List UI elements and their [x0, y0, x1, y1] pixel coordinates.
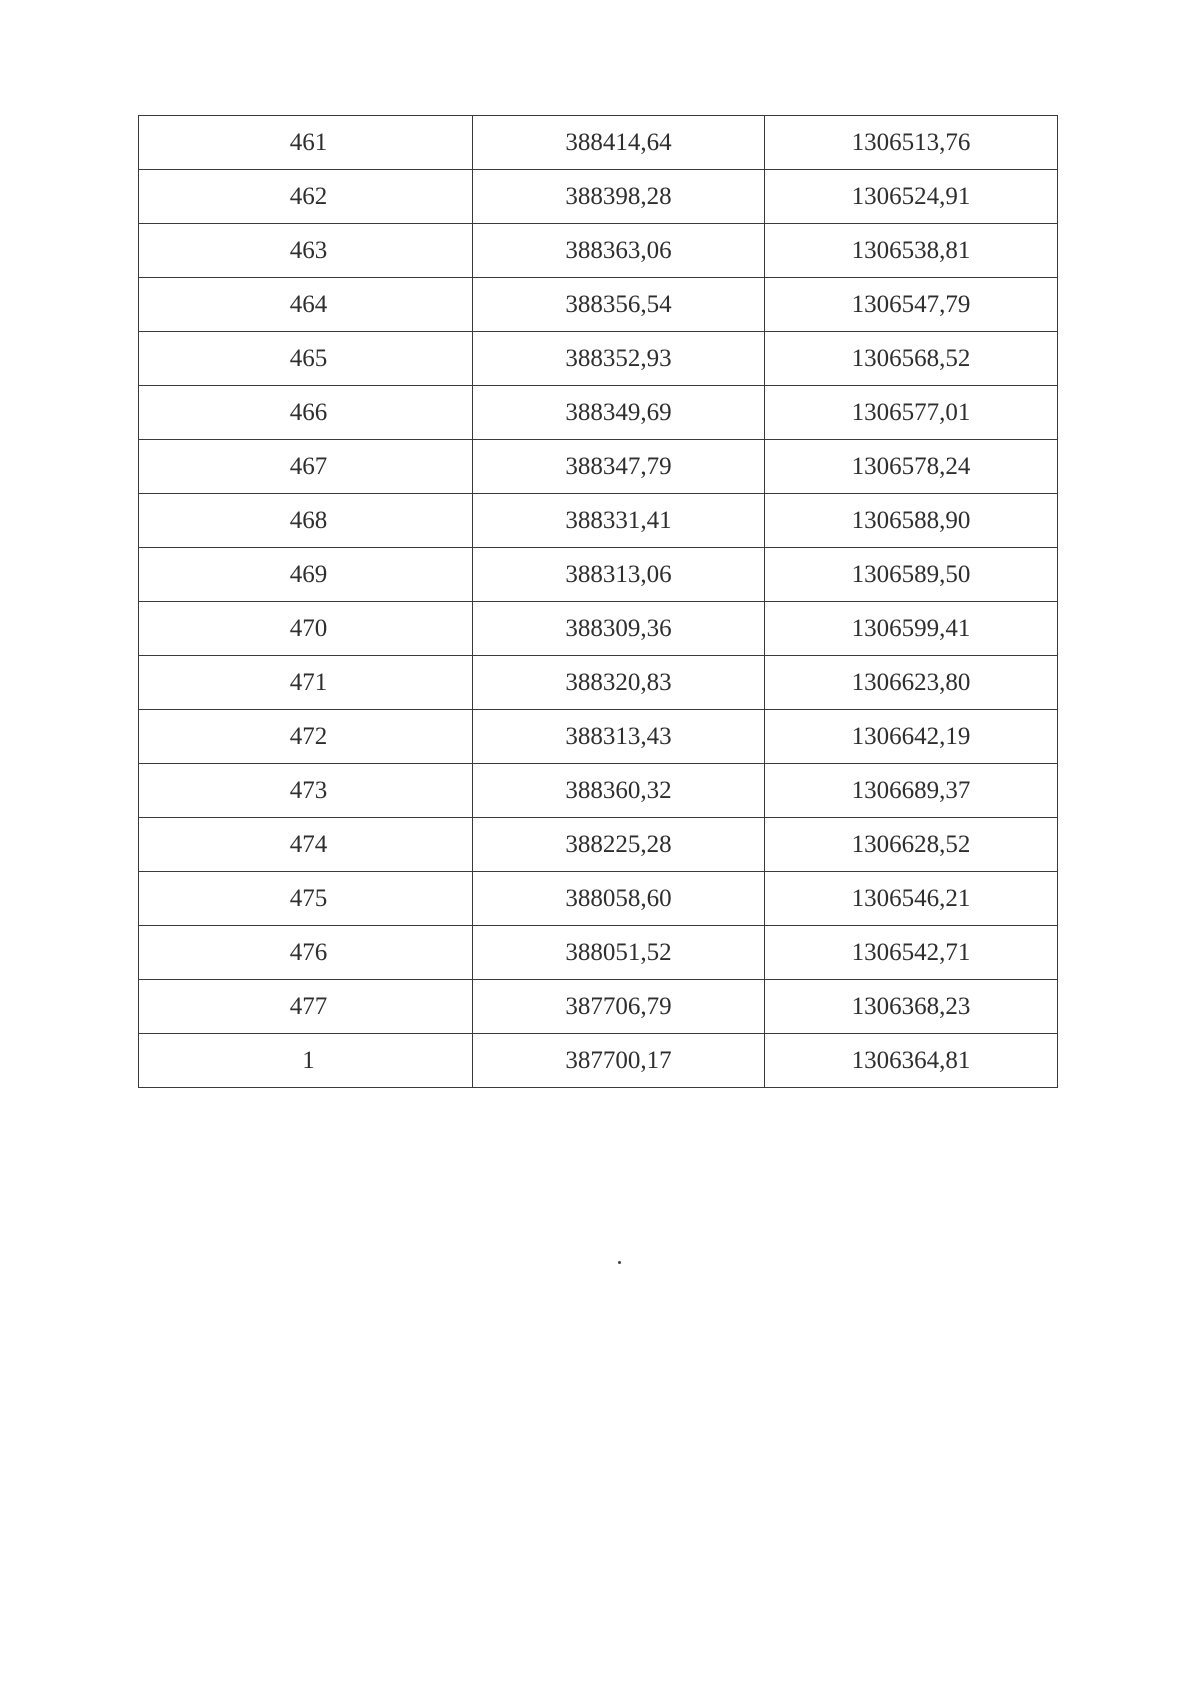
- y-coordinate-cell: 1306364,81: [765, 1034, 1058, 1088]
- x-coordinate-cell: 387700,17: [473, 1034, 765, 1088]
- y-coordinate-cell: 1306642,19: [765, 710, 1058, 764]
- x-coordinate-cell: 388320,83: [473, 656, 765, 710]
- y-coordinate-cell: 1306547,79: [765, 278, 1058, 332]
- x-coordinate-cell: 388347,79: [473, 440, 765, 494]
- y-coordinate-cell: 1306628,52: [765, 818, 1058, 872]
- point-number-cell: 469: [139, 548, 473, 602]
- y-coordinate-cell: 1306599,41: [765, 602, 1058, 656]
- x-coordinate-cell: 388349,69: [473, 386, 765, 440]
- point-number-cell: 1: [139, 1034, 473, 1088]
- x-coordinate-cell: 388363,06: [473, 224, 765, 278]
- table-row: [139, 170, 1058, 224]
- point-number-cell: 461: [139, 116, 473, 170]
- y-coordinate-cell: 1306589,50: [765, 548, 1058, 602]
- scan-speck: [618, 1261, 621, 1264]
- x-coordinate-cell: 388356,54: [473, 278, 765, 332]
- point-number-cell: 468: [139, 494, 473, 548]
- point-number-cell: 466: [139, 386, 473, 440]
- table-row: [139, 224, 1058, 278]
- x-coordinate-cell: 388313,43: [473, 710, 765, 764]
- point-number-cell: 465: [139, 332, 473, 386]
- table-row: [139, 116, 1058, 170]
- point-number-cell: 470: [139, 602, 473, 656]
- coordinates-table: [138, 115, 1058, 1088]
- table-row: [139, 602, 1058, 656]
- point-number-cell: 467: [139, 440, 473, 494]
- table-row: [139, 440, 1058, 494]
- point-number-cell: 474: [139, 818, 473, 872]
- table-row: [139, 548, 1058, 602]
- x-coordinate-cell: 387706,79: [473, 980, 765, 1034]
- table-row: [139, 332, 1058, 386]
- table-row: [139, 872, 1058, 926]
- point-number-cell: 473: [139, 764, 473, 818]
- x-coordinate-cell: 388051,52: [473, 926, 765, 980]
- y-coordinate-cell: 1306524,91: [765, 170, 1058, 224]
- y-coordinate-cell: 1306578,24: [765, 440, 1058, 494]
- point-number-cell: 477: [139, 980, 473, 1034]
- table-row: [139, 278, 1058, 332]
- y-coordinate-cell: 1306577,01: [765, 386, 1058, 440]
- y-coordinate-cell: 1306368,23: [765, 980, 1058, 1034]
- y-coordinate-cell: 1306623,80: [765, 656, 1058, 710]
- point-number-cell: 471: [139, 656, 473, 710]
- y-coordinate-cell: 1306689,37: [765, 764, 1058, 818]
- y-coordinate-cell: 1306538,81: [765, 224, 1058, 278]
- table-row: [139, 656, 1058, 710]
- point-number-cell: 475: [139, 872, 473, 926]
- x-coordinate-cell: 388414,64: [473, 116, 765, 170]
- point-number-cell: 476: [139, 926, 473, 980]
- x-coordinate-cell: 388352,93: [473, 332, 765, 386]
- table-row: [139, 926, 1058, 980]
- point-number-cell: 462: [139, 170, 473, 224]
- x-coordinate-cell: 388360,32: [473, 764, 765, 818]
- x-coordinate-cell: 388313,06: [473, 548, 765, 602]
- y-coordinate-cell: 1306568,52: [765, 332, 1058, 386]
- table-row: [139, 710, 1058, 764]
- table-row: [139, 386, 1058, 440]
- y-coordinate-cell: 1306546,21: [765, 872, 1058, 926]
- coordinates-table-body: [139, 116, 1058, 1088]
- x-coordinate-cell: 388058,60: [473, 872, 765, 926]
- point-number-cell: 464: [139, 278, 473, 332]
- point-number-cell: 463: [139, 224, 473, 278]
- point-number-cell: 472: [139, 710, 473, 764]
- x-coordinate-cell: 388398,28: [473, 170, 765, 224]
- y-coordinate-cell: 1306588,90: [765, 494, 1058, 548]
- table-row: [139, 980, 1058, 1034]
- y-coordinate-cell: 1306542,71: [765, 926, 1058, 980]
- table-row: [139, 818, 1058, 872]
- table-row: [139, 764, 1058, 818]
- x-coordinate-cell: 388225,28: [473, 818, 765, 872]
- x-coordinate-cell: 388331,41: [473, 494, 765, 548]
- y-coordinate-cell: 1306513,76: [765, 116, 1058, 170]
- table-row: [139, 1034, 1058, 1088]
- x-coordinate-cell: 388309,36: [473, 602, 765, 656]
- table-row: [139, 494, 1058, 548]
